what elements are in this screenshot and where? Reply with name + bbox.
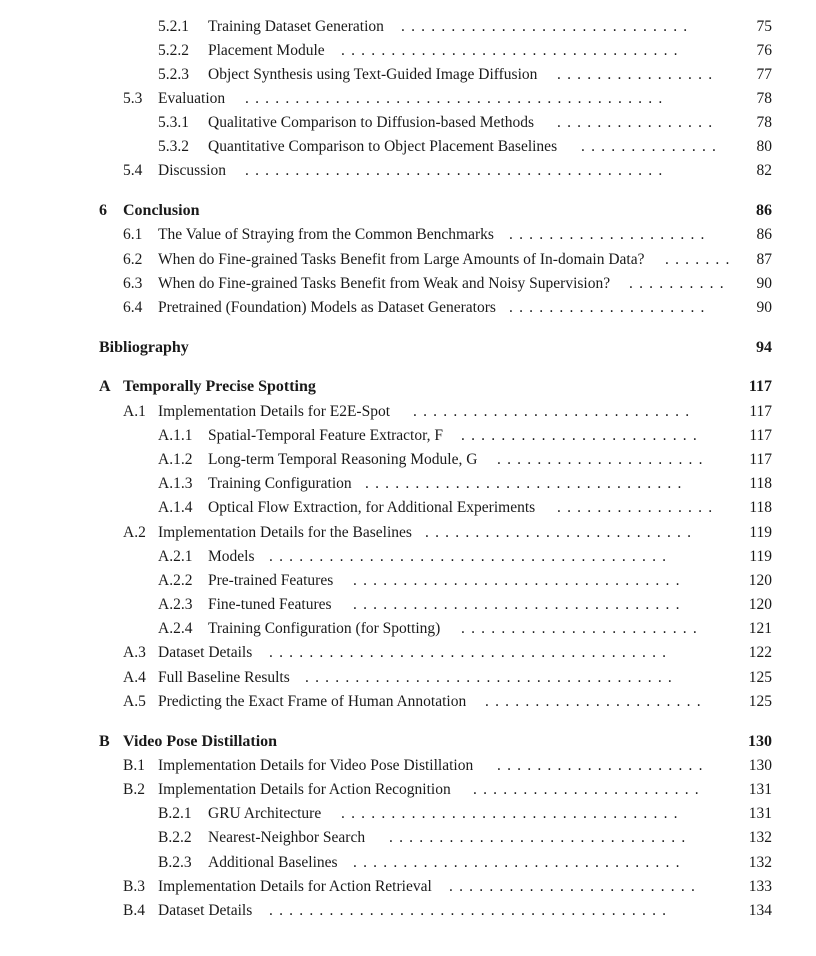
dot-leader: . . . . . . . . . . . . . . . . . . . . . . . . . — [449, 878, 702, 895]
entry-title: Additional Baselines — [208, 854, 338, 871]
entry-page-number: 120 — [748, 596, 772, 613]
toc-section-entry[interactable] — [0, 89, 816, 109]
dot-leader: . . . . . . . . . . . . . . . . . . . . . . . . . . . . . . . . . — [353, 854, 686, 871]
entry-title: Discussion — [158, 162, 227, 179]
toc-subsection-entry[interactable] — [0, 595, 816, 615]
entry-number: 5.2.2 — [158, 42, 189, 59]
entry-page-number: 131 — [748, 781, 772, 798]
toc-section-entry[interactable] — [0, 250, 816, 270]
entry-number: 5.4 — [123, 162, 143, 179]
entry-title: Spatial-Temporal Feature Extractor, F — [208, 427, 444, 444]
entry-page-number: 90 — [756, 275, 772, 292]
toc-subsection-entry[interactable] — [0, 498, 816, 518]
entry-page-number: 87 — [756, 251, 772, 268]
entry-number: 5.3 — [123, 90, 143, 107]
entry-title: Pretrained (Foundation) Models as Dataset Generators — [158, 299, 496, 316]
dot-leader: . . . . . . . . . . . . . . . . . . . . . . . . . . . . . . — [389, 829, 692, 846]
entry-title: Video Pose Distillation — [123, 733, 278, 750]
entry-number: A.2 — [123, 524, 146, 541]
entry-page-number: 133 — [748, 878, 772, 895]
entry-number: B.2 — [123, 781, 145, 798]
entry-page-number: 119 — [749, 548, 772, 565]
toc-section-entry[interactable] — [0, 901, 816, 921]
toc-section-entry[interactable] — [0, 643, 816, 663]
entry-page-number: 130 — [748, 733, 772, 750]
dot-leader: . . . . . . . . . . . . . . . . . . . . . . . . . . . . . . . . . . — [341, 805, 684, 822]
toc-chapter-entry[interactable] — [0, 732, 816, 752]
dot-leader: . . . . . . . . . . . . . . . . . . . . — [509, 226, 711, 243]
entry-title: Nearest-Neighbor Search — [208, 829, 366, 846]
entry-page-number: 117 — [749, 451, 772, 468]
entry-number: A.3 — [123, 644, 146, 661]
entry-page-number: 117 — [749, 403, 772, 420]
toc-section-entry[interactable] — [0, 274, 816, 294]
entry-title: Implementation Details for the Baselines — [158, 524, 412, 541]
entry-title: Evaluation — [158, 90, 226, 107]
dot-leader: . . . . . . . . . . . . . . . . . . . . . . . . . . . . . . . . . — [353, 596, 686, 613]
dot-leader: . . . . . . . . . . . . . . . . . . . . . . . . . . . . . . . . . . . . . . . . — [269, 902, 673, 919]
toc-section-entry[interactable] — [0, 756, 816, 776]
toc-subsection-entry[interactable] — [0, 571, 816, 591]
toc-subsection-entry[interactable] — [0, 137, 816, 157]
entry-number: 6.1 — [123, 226, 143, 243]
entry-page-number: 117 — [749, 427, 772, 444]
entry-number: B.1 — [123, 757, 145, 774]
entry-title: GRU Architecture — [208, 805, 322, 822]
entry-number: A.1.1 — [158, 427, 193, 444]
dot-leader: . . . . . . . . . . . . . . . . . . . . . . . . . . . . . . . . . . . . . — [305, 669, 678, 686]
entry-number: B.4 — [123, 902, 145, 919]
entry-page-number: 90 — [756, 299, 772, 316]
entry-page-number: 78 — [756, 114, 772, 131]
toc-section-entry[interactable] — [0, 877, 816, 897]
toc-section-entry[interactable] — [0, 692, 816, 712]
entry-title: Implementation Details for Action Recognition — [158, 781, 451, 798]
entry-page-number: 118 — [749, 499, 772, 516]
entry-title: Dataset Details — [158, 902, 253, 919]
entry-number: A.1.3 — [158, 475, 193, 492]
entry-page-number: 130 — [748, 757, 772, 774]
entry-title: Quantitative Comparison to Object Placement Baselines — [208, 138, 558, 155]
entry-number: 6.2 — [123, 251, 143, 268]
entry-title: Optical Flow Extraction, for Additional Experiments — [208, 499, 536, 516]
entry-title: Training Configuration — [208, 475, 352, 492]
dot-leader: . . . . . . . — [665, 251, 736, 268]
entry-page-number: 131 — [748, 805, 772, 822]
entry-page-number: 125 — [748, 693, 772, 710]
toc-subsection-entry[interactable] — [0, 804, 816, 824]
dot-leader: . . . . . . . . . . . . . . — [581, 138, 723, 155]
toc-subsection-entry[interactable] — [0, 547, 816, 567]
entry-number: A.1.2 — [158, 451, 193, 468]
entry-number: A.4 — [123, 669, 146, 686]
entry-number: A.5 — [123, 693, 146, 710]
entry-page-number: 134 — [748, 902, 772, 919]
dot-leader: . . . . . . . . . . . . . . . . . . . . . . . . . . . . . . . . . . — [341, 42, 684, 59]
entry-number: A.2.2 — [158, 572, 193, 589]
dot-leader: . . . . . . . . . . . . . . . . . . . . . . . . . . . . . . . . . . . . . . . . . . — [245, 90, 669, 107]
dot-leader: . . . . . . . . . . . . . . . . . . . . . — [497, 451, 709, 468]
entry-title: Training Dataset Generation — [208, 18, 384, 35]
entry-page-number: 77 — [756, 66, 772, 83]
entry-number: B.2.1 — [158, 805, 192, 822]
entry-number: A.2.3 — [158, 596, 193, 613]
entry-page-number: 117 — [748, 378, 772, 395]
dot-leader: . . . . . . . . . . . . . . . . . . . . . . . . . . . . — [413, 403, 696, 420]
entry-page-number: 75 — [756, 18, 772, 35]
toc-section-entry[interactable] — [0, 225, 816, 245]
toc-subsection-entry[interactable] — [0, 65, 816, 85]
entry-page-number: 119 — [749, 524, 772, 541]
entry-title: Implementation Details for Video Pose Distillation — [158, 757, 474, 774]
entry-number: B.2.2 — [158, 829, 192, 846]
toc-chapter-entry[interactable] — [0, 338, 816, 358]
toc-section-entry[interactable] — [0, 780, 816, 800]
dot-leader: . . . . . . . . . . . . . . . . . . . . . . — [485, 693, 707, 710]
entry-title: Object Synthesis using Text-Guided Image Diffusion — [208, 66, 538, 83]
entry-title: Implementation Details for Action Retrieval — [158, 878, 432, 895]
toc-chapter-entry[interactable] — [0, 201, 816, 221]
entry-page-number: 86 — [756, 226, 772, 243]
dot-leader: . . . . . . . . . . . . . . . . . . . . . . . . . . . — [425, 524, 698, 541]
toc-subsection-entry[interactable] — [0, 828, 816, 848]
entry-number: 6 — [99, 202, 107, 219]
entry-title: Full Baseline Results — [158, 669, 290, 686]
dot-leader: . . . . . . . . . . . . . . . . . . . . . . . . — [461, 427, 703, 444]
entry-number: A.1.4 — [158, 499, 193, 516]
entry-title: Fine-tuned Features — [208, 596, 332, 613]
dot-leader: . . . . . . . . . . — [629, 275, 730, 292]
toc-chapter-entry[interactable] — [0, 377, 816, 397]
dot-leader: . . . . . . . . . . . . . . . . . . . . . . . . . . . . . . . . . . . . . . . . . . — [245, 162, 669, 179]
toc-section-entry[interactable] — [0, 161, 816, 181]
dot-leader: . . . . . . . . . . . . . . . . — [557, 114, 719, 131]
entry-number: B.3 — [123, 878, 145, 895]
entry-number: 6.3 — [123, 275, 143, 292]
dot-leader: . . . . . . . . . . . . . . . . . . . . . . . — [473, 781, 705, 798]
entry-page-number: 94 — [756, 339, 772, 356]
entry-number: 5.2.3 — [158, 66, 189, 83]
entry-title: Bibliography — [99, 339, 189, 356]
dot-leader: . . . . . . . . . . . . . . . . . . . . . . . . . . . . . — [401, 18, 694, 35]
entry-number: A — [99, 378, 111, 395]
entry-number: 5.3.2 — [158, 138, 189, 155]
entry-title: Pre-trained Features — [208, 572, 334, 589]
entry-title: Implementation Details for E2E-Spot — [158, 403, 391, 420]
dot-leader: . . . . . . . . . . . . . . . . — [557, 66, 719, 83]
toc-section-entry[interactable] — [0, 668, 816, 688]
toc-subsection-entry[interactable] — [0, 17, 816, 37]
entry-title: Conclusion — [123, 202, 200, 219]
entry-title: Training Configuration (for Spotting) — [208, 620, 441, 637]
entry-page-number: 132 — [748, 829, 772, 846]
entry-page-number: 125 — [748, 669, 772, 686]
entry-page-number: 76 — [756, 42, 772, 59]
entry-title: Placement Module — [208, 42, 325, 59]
entry-number: A.2.4 — [158, 620, 193, 637]
toc-subsection-entry[interactable] — [0, 619, 816, 639]
toc-section-entry[interactable] — [0, 402, 816, 422]
entry-title: Long-term Temporal Reasoning Module, G — [208, 451, 478, 468]
entry-title: The Value of Straying from the Common Benchmarks — [158, 226, 494, 243]
entry-number: 6.4 — [123, 299, 143, 316]
dot-leader: . . . . . . . . . . . . . . . . . . . . . . . . . . . . . . . . — [365, 475, 688, 492]
entry-page-number: 120 — [748, 572, 772, 589]
toc-subsection-entry[interactable] — [0, 853, 816, 873]
toc-subsection-entry[interactable] — [0, 450, 816, 470]
toc-subsection-entry[interactable] — [0, 426, 816, 446]
entry-page-number: 118 — [749, 475, 772, 492]
toc-subsection-entry[interactable] — [0, 41, 816, 61]
entry-page-number: 82 — [756, 162, 772, 179]
entry-number: B.2.3 — [158, 854, 192, 871]
toc-section-entry[interactable] — [0, 298, 816, 318]
dot-leader: . . . . . . . . . . . . . . . . . . . . — [509, 299, 711, 316]
entry-title: Temporally Precise Spotting — [123, 378, 316, 395]
dot-leader: . . . . . . . . . . . . . . . . . . . . . . . . . . . . . . . . . . . . . . . . — [269, 548, 673, 565]
entry-number: A.2.1 — [158, 548, 193, 565]
entry-page-number: 80 — [756, 138, 772, 155]
entry-title: Models — [208, 548, 255, 565]
entry-number: B — [99, 733, 110, 750]
entry-page-number: 86 — [756, 202, 772, 219]
toc-subsection-entry[interactable] — [0, 474, 816, 494]
entry-page-number: 78 — [756, 90, 772, 107]
entry-title: When do Fine-grained Tasks Benefit from Large Amounts of In-domain Data? — [158, 251, 645, 268]
entry-number: A.1 — [123, 403, 146, 420]
toc-section-entry[interactable] — [0, 523, 816, 543]
dot-leader: . . . . . . . . . . . . . . . . — [557, 499, 719, 516]
dot-leader: . . . . . . . . . . . . . . . . . . . . . . . . . . . . . . . . . . . . . . . . — [269, 644, 673, 661]
entry-title: Dataset Details — [158, 644, 253, 661]
toc-subsection-entry[interactable] — [0, 113, 816, 133]
dot-leader: . . . . . . . . . . . . . . . . . . . . . . . . . . . . . . . . . — [353, 572, 686, 589]
entry-title: When do Fine-grained Tasks Benefit from Weak and Noisy Supervision? — [158, 275, 611, 292]
dot-leader: . . . . . . . . . . . . . . . . . . . . . . . . — [461, 620, 703, 637]
entry-title: Qualitative Comparison to Diffusion-based Methods — [208, 114, 535, 131]
entry-number: 5.3.1 — [158, 114, 189, 131]
entry-page-number: 122 — [748, 644, 772, 661]
entry-page-number: 121 — [748, 620, 772, 637]
dot-leader: . . . . . . . . . . . . . . . . . . . . . — [497, 757, 709, 774]
entry-page-number: 132 — [748, 854, 772, 871]
entry-title: Predicting the Exact Frame of Human Annotation — [158, 693, 467, 710]
entry-number: 5.2.1 — [158, 18, 189, 35]
